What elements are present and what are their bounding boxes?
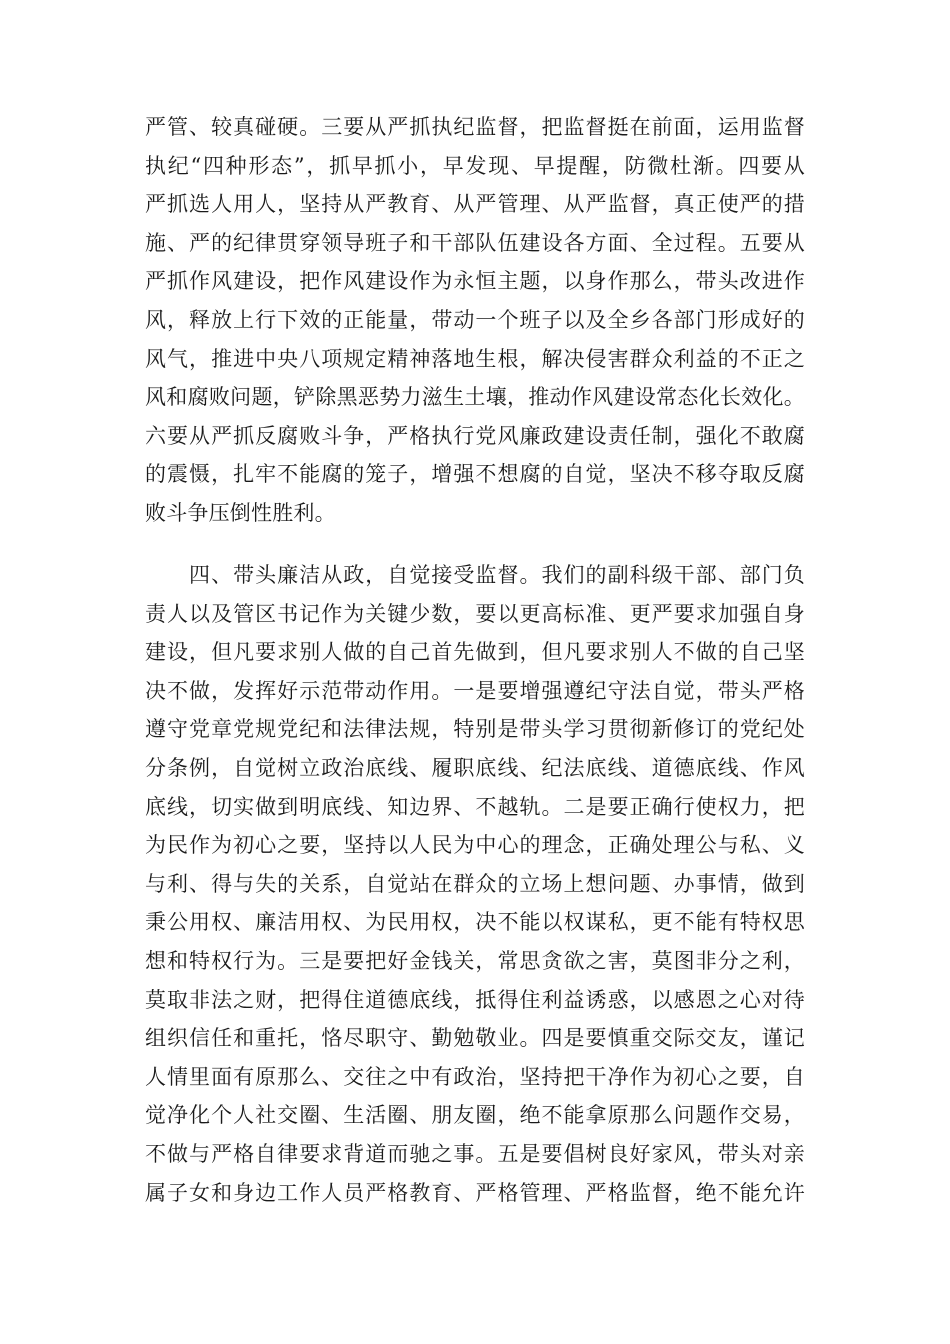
text-line: 遵守党章党规党纪和法律法规，特别是带头学习贯彻新修订的党纪处	[145, 717, 805, 742]
text-line: 六要从严抓反腐败斗争，严格执行党风廉政建设责任制，强化不敢腐	[145, 423, 805, 448]
paragraph-section-four	[145, 556, 805, 1212]
text-line: 建设，但凡要求别人做的自己首先做到，但凡要求别人不做的自己坚	[145, 640, 805, 665]
text-line: 败斗争压倒性胜利。	[145, 500, 336, 525]
text-line: 与利、得与失的关系，自觉站在群众的立场上想问题、办事情，做到	[145, 871, 805, 896]
text-line: 想和特权行为。三是要把好金钱关，常思贪欲之害，莫图非分之利，	[145, 948, 805, 973]
text-line: 莫取非法之财，把得住道德底线，抵得住利益诱惑，以感恩之心对待	[145, 987, 805, 1012]
text-line: 分条例，自觉树立政治底线、履职底线、纪法底线、道德底线、作风	[145, 755, 805, 780]
text-line: 责人以及管区书记作为关键少数，要以更高标准、更严要求加强自身	[145, 601, 805, 626]
text-line: 决不做，发挥好示范带动作用。一是要增强遵纪守法自觉，带头严格	[145, 678, 805, 703]
text-line: 属子女和身边工作人员严格教育、严格管理、严格监督，绝不能允许	[145, 1180, 805, 1205]
text-line: 四、带头廉洁从政，自觉接受监督。我们的副科级干部、部门负	[145, 563, 805, 587]
text-line: 不做与严格自律要求背道而驰之事。五是要倡树良好家风，带头对亲	[145, 1141, 805, 1166]
text-line: 风和腐败问题，铲除黑恶势力滋生土壤，推动作风建设常态化长效化。	[145, 385, 805, 410]
text-line: 人情里面有原那么、交往之中有政治，坚持把干净作为初心之要，自	[145, 1064, 805, 1089]
text-line: 觉净化个人社交圈、生活圈、朋友圈，绝不能拿原那么问题作交易，	[145, 1103, 805, 1128]
text-line: 严抓作风建设，把作风建设作为永恒主题，以身作那么，带头改进作	[145, 269, 805, 294]
text-line: 严抓选人用人，坚持从严教育、从严管理、从严监督，真正使严的措	[145, 192, 805, 217]
text-line: 施、严的纪律贯穿领导班子和干部队伍建设各方面、全过程。五要从	[145, 230, 805, 255]
text-line: 组织信任和重托，恪尽职守、勤勉敬业。四是要慎重交际交友，谨记	[145, 1026, 805, 1051]
text-line: 为民作为初心之要，坚持以人民为中心的理念，正确处理公与私、义	[145, 833, 805, 858]
text-line: 执纪“四种形态”，抓早抓小，早发现、早提醒，防微杜渐。四要从	[145, 153, 805, 178]
text-line: 秉公用权、廉洁用权、为民用权，决不能以权谋私，更不能有特权思	[145, 910, 805, 935]
text-line: 底线，切实做到明底线、知边界、不越轨。二是要正确行使权力，把	[145, 794, 805, 819]
text-line: 的震慑，扎牢不能腐的笼子，增强不想腐的自觉，坚决不移夺取反腐	[145, 462, 805, 487]
text-line: 风，释放上行下效的正能量，带动一个班子以及全乡各部门形成好的	[145, 307, 805, 332]
text-line: 严管、较真碰硬。三要从严抓执纪监督，把监督挺在前面，运用监督	[145, 115, 805, 139]
paragraph-continuation	[145, 108, 805, 533]
text-line: 风气，推进中央八项规定精神落地生根，解决侵害群众利益的不正之	[145, 346, 805, 371]
